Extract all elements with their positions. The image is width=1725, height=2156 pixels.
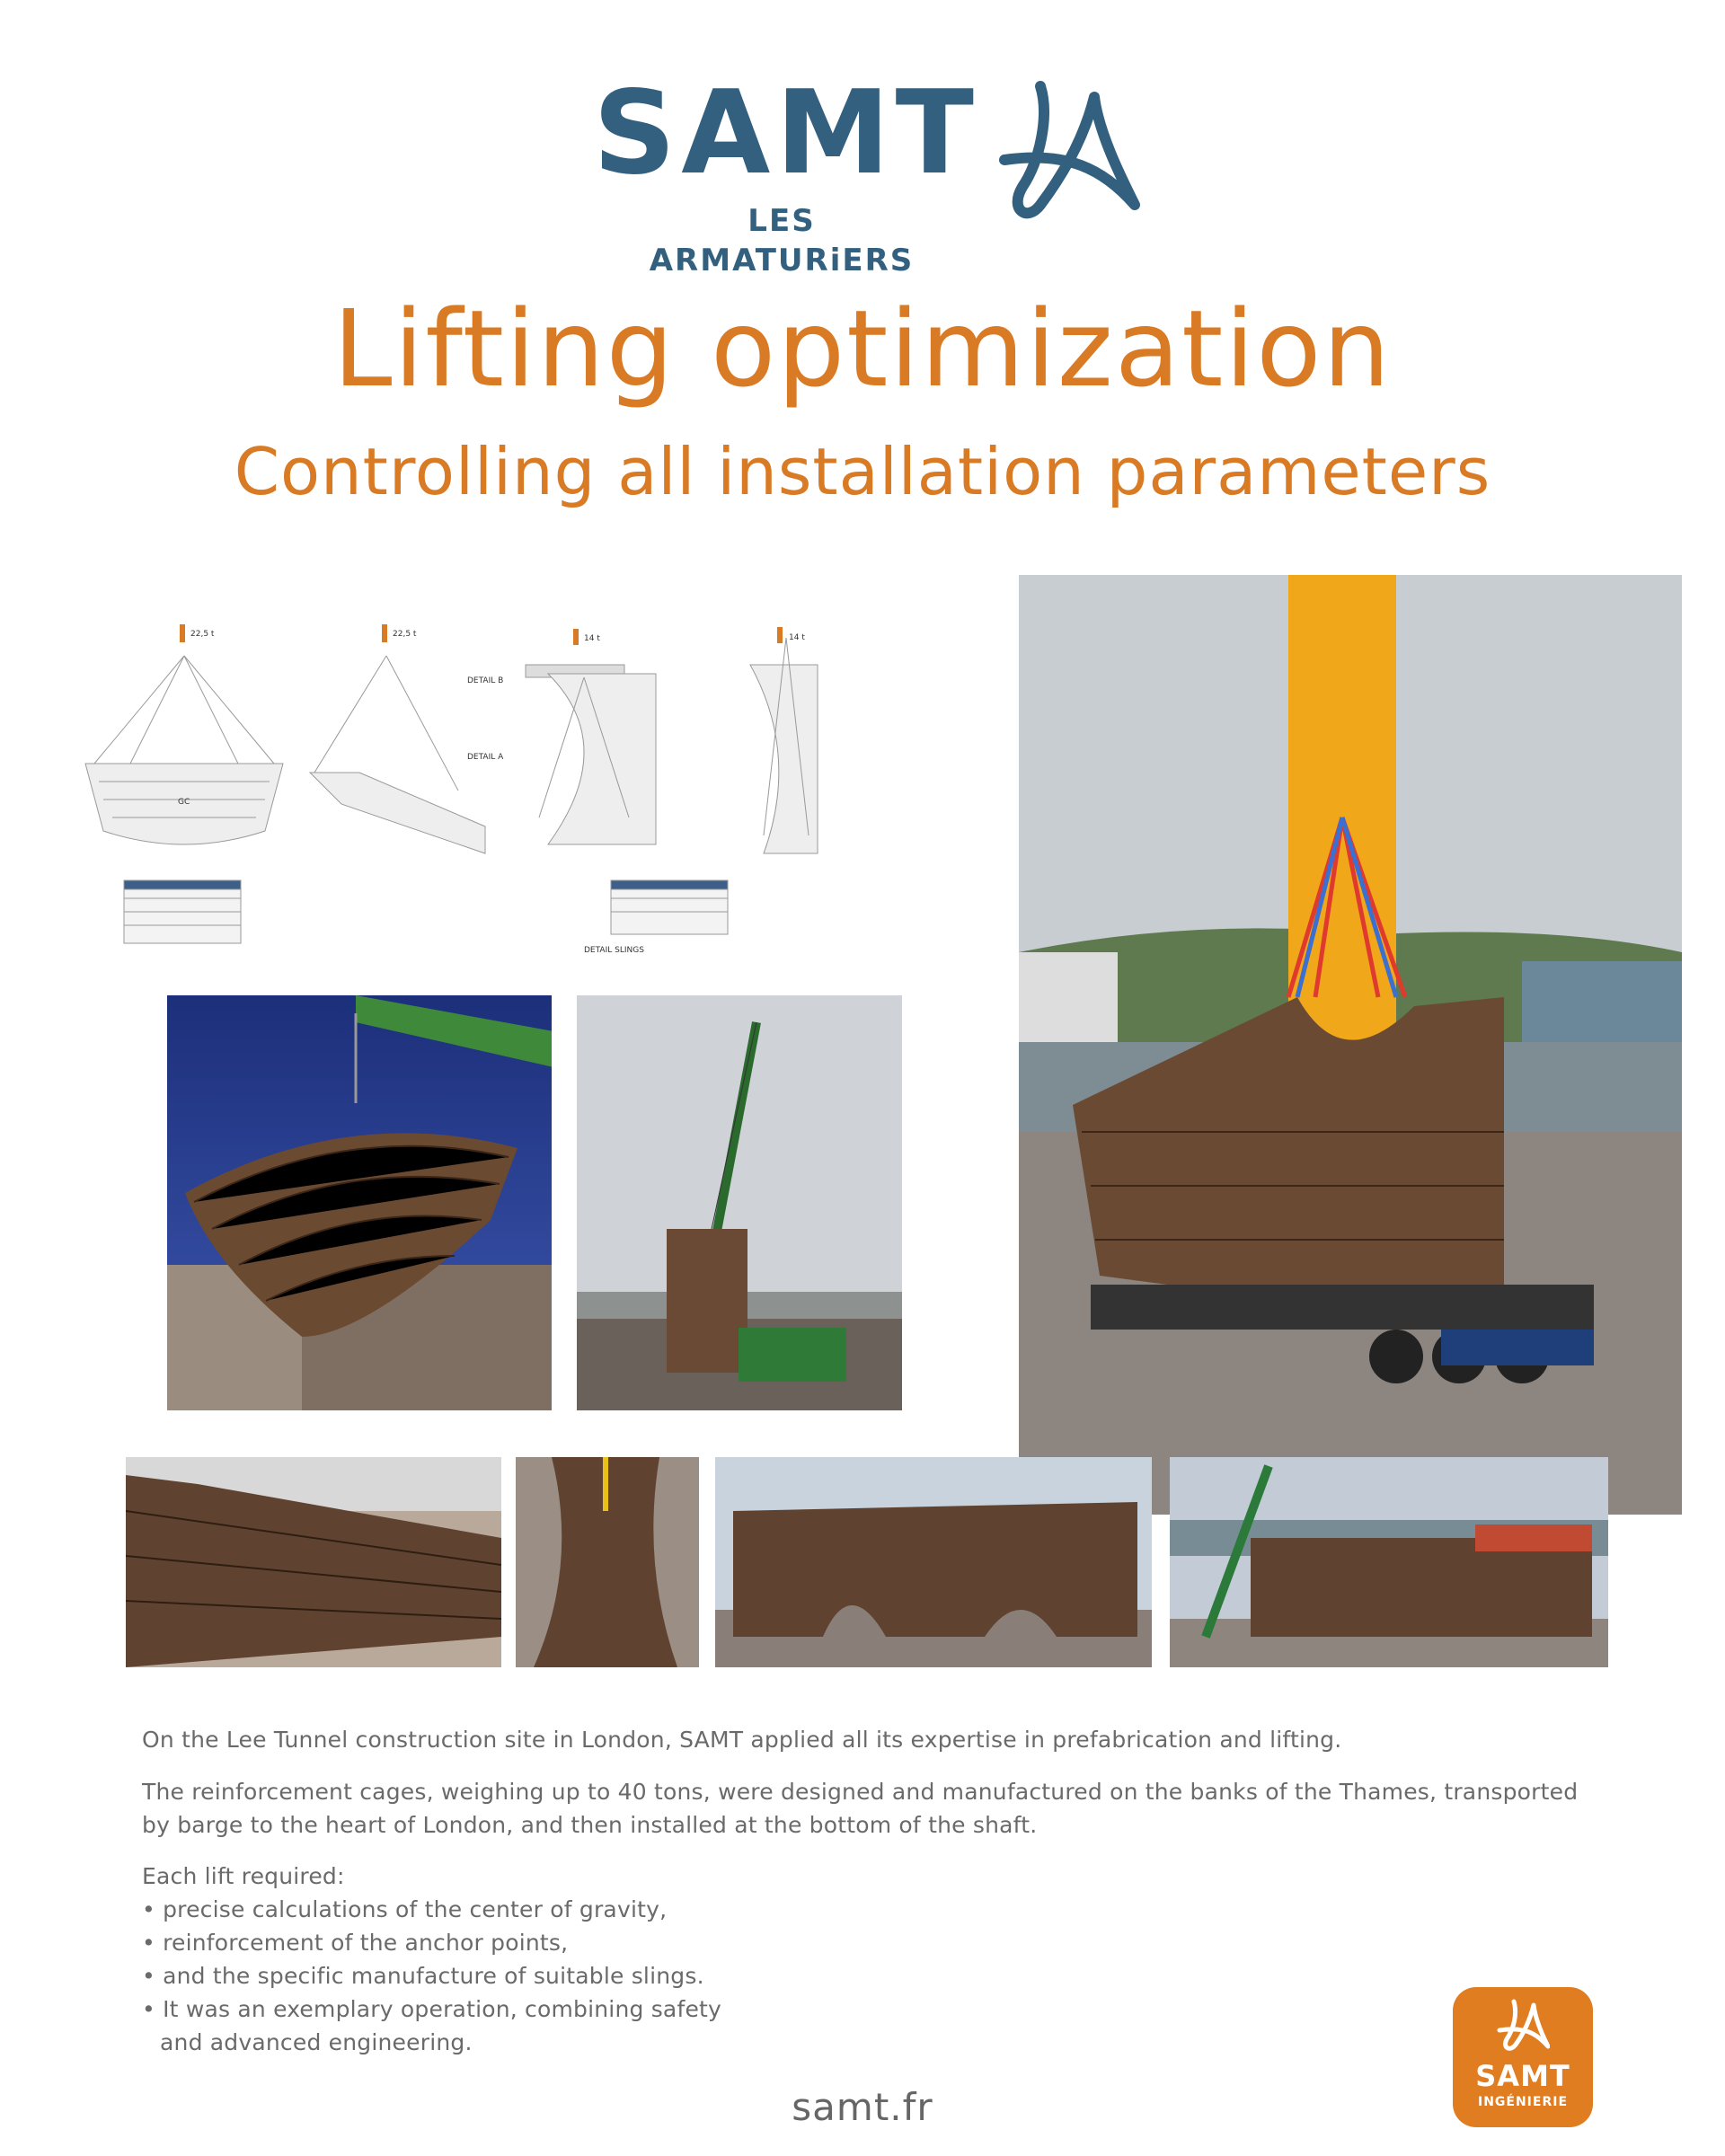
badge-subtitle: INGÉNIERIE [1477,2095,1569,2109]
samt-logo-mark-icon [986,79,1145,237]
details-line: by barge to the heart of London, and then installed at the bottom of the shaft. [142,1812,1038,1838]
photo-tall-cage-sling [516,1457,699,1667]
load-label: 14 t [789,633,805,642]
photo-crane-lifting-cage [577,995,902,1410]
lifting-drawings [81,611,979,961]
intro-paragraph: On the Lee Tunnel construction site in London, SAMT applied all its expertise in prefabrication and lifting. [142,1727,1342,1753]
list-intro: Each lift required: [142,1863,345,1889]
photo-cage-in-workshop [126,1457,501,1667]
list-item: • It was an exemplary operation, combining safety [142,1996,722,2022]
list-item: • and the specific manufacture of suitable slings. [142,1963,704,1989]
requirements-list [142,1860,1624,2059]
details-paragraph [142,1775,1624,1842]
gc-label: GC [178,798,190,807]
details-line: The reinforcement cages, weighing up to 40 tons, were designed and manufactured on the banks of the Thames, transported [142,1779,1579,1805]
page-subtitle: Controlling all installation parameters [234,434,1491,509]
samt-ingenierie-badge [1453,1987,1593,2127]
list-item: • precise calculations of the center of gravity, [142,1896,668,1922]
load-label: 14 t [584,634,600,643]
load-label: 22,5 t [190,630,215,639]
photo-cage-on-truck [1019,575,1682,1515]
logo-wordmark: SAMT [593,66,979,200]
photo-cone-cage-night-lift [167,995,552,1410]
samt-logo-mark-icon [1496,1998,1550,2055]
load-label: 22,5 t [393,630,417,639]
photo-cages-on-site [715,1457,1152,1667]
website-link[interactable]: samt.fr [792,2085,933,2129]
logo-tagline: LES ARMATURiERS [649,203,915,278]
badge-name: SAMT [1475,2059,1570,2093]
detail-label: DETAIL A [467,753,504,762]
list-item: • reinforcement of the anchor points, [142,1930,569,1956]
page-title: Lifting optimization [332,287,1393,411]
detail-label: DETAIL B [467,676,504,685]
detail-label: DETAIL SLINGS [584,946,644,955]
list-item-continuation: and advanced engineering. [160,2029,473,2055]
photo-harbour-site [1170,1457,1608,1667]
